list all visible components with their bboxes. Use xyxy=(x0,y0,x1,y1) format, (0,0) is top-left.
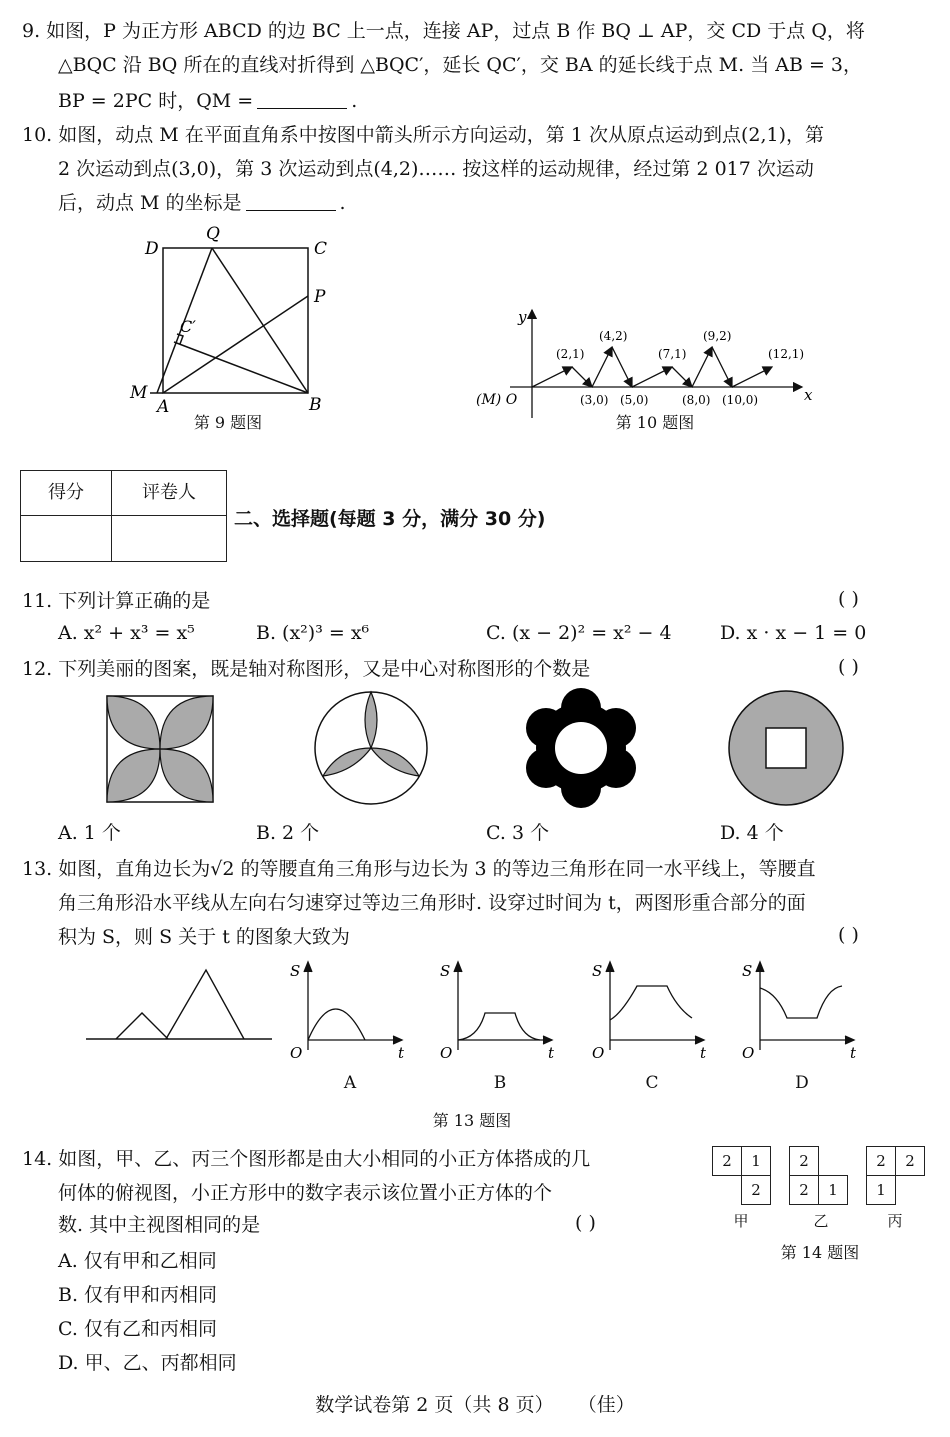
yi-cell: 2 xyxy=(789,1175,819,1205)
q13-line1: 13. 如图，直角边长为√2 的等腰直角三角形与边长为 3 的等边三角形在同一水平线上，等腰直 xyxy=(22,858,816,880)
pattern-3-flower xyxy=(521,688,641,808)
label-c-prime: C′ xyxy=(180,317,196,336)
point-8-0: (8,0) xyxy=(682,393,711,407)
segment-bq xyxy=(212,248,308,393)
q9-answer-blank[interactable] xyxy=(257,90,347,109)
jia-cell: 1 xyxy=(741,1146,771,1176)
figure-14-caption: 第 14 题图 xyxy=(780,1243,860,1262)
jia-cell: 2 xyxy=(741,1175,771,1205)
figure-10-caption: 第 10 题图 xyxy=(615,413,695,432)
q14-option-c[interactable]: C. 仅有乙和丙相同 xyxy=(58,1318,217,1340)
label-a: A xyxy=(157,397,170,417)
bing-cell: 1 xyxy=(866,1175,896,1205)
label-p: P xyxy=(314,287,326,307)
graph-c-o-label: O xyxy=(592,1044,605,1062)
q14-option-d[interactable]: D. 甲、乙、丙都相同 xyxy=(58,1352,237,1374)
q11-option-a[interactable]: A. x² + x³ = x⁵ xyxy=(58,622,195,644)
q12-option-a[interactable]: A. 1 个 xyxy=(58,822,121,844)
graph-a-o-label: O xyxy=(290,1044,303,1062)
section-2-title: 二、选择题(每题 3 分，满分 30 分) xyxy=(234,508,546,530)
q13-line2: 角三角形沿水平线从左向右匀速穿过等边三角形时. 设穿过时间为 t，两图形重合部分的面 xyxy=(58,892,806,914)
label-c: C xyxy=(314,239,328,259)
graph-b-t-label: t xyxy=(548,1044,555,1062)
segment-bcp xyxy=(174,342,308,393)
graph-c-t-label: t xyxy=(700,1044,707,1062)
figure-9 xyxy=(120,224,420,430)
q10-line3-end: . xyxy=(339,192,346,214)
graph-d-s-label: S xyxy=(742,962,753,980)
q10-line2: 2 次运动到点(3,0)，第 3 次运动到点(4,2)…… 按这样的运动规律，经过第 2 017 次运动 xyxy=(58,158,814,180)
path-seg-5 xyxy=(632,367,672,387)
point-12-1: (12,1) xyxy=(768,347,805,361)
q11-stem: 11. 下列计算正确的是 xyxy=(22,590,211,612)
graph-c xyxy=(592,958,712,1062)
graph-b xyxy=(440,958,560,1062)
figure-13-caption: 第 13 题图 xyxy=(432,1111,512,1130)
q9-line2: △BQC 沿 BQ 所在的直线对折得到 △BQC′，延长 QC′，交 BA 的延长线于点 M. 当 AB = 3， xyxy=(58,54,863,76)
axis-x-label: x xyxy=(804,386,813,404)
q11-answer-paren[interactable]: ( ) xyxy=(838,588,859,610)
path-seg-8 xyxy=(712,347,732,387)
grader-header: 评卷人 xyxy=(142,482,196,503)
score-input-cell[interactable] xyxy=(21,517,110,559)
yi-cell: 1 xyxy=(818,1175,848,1205)
graph-a xyxy=(290,958,410,1062)
label-m: M xyxy=(130,383,148,403)
q11-option-b[interactable]: B. (x²)³ = x⁶ xyxy=(256,622,370,644)
score-table xyxy=(20,470,227,562)
path-seg-2 xyxy=(572,367,592,387)
figure-9-caption: 第 9 题图 xyxy=(193,413,263,432)
q11-option-c[interactable]: C. (x − 2)² = x² − 4 xyxy=(486,622,672,644)
pattern-2-three-petal xyxy=(313,690,433,810)
graph-c-option[interactable]: C xyxy=(645,1073,659,1093)
q10-line1: 10. 如图，动点 M 在平面直角系中按图中箭头所示方向运动，第 1 次从原点运动到点(2,1)，第 xyxy=(22,124,825,146)
q14-option-a[interactable]: A. 仅有甲和乙相同 xyxy=(58,1250,217,1272)
path-seg-4 xyxy=(612,347,632,387)
point-2-1: (2,1) xyxy=(556,347,585,361)
page-footer: 数学试卷第 2 页（共 8 页） （佳） xyxy=(315,1394,635,1416)
q13-answer-paren[interactable]: ( ) xyxy=(838,924,859,946)
q10-line3-text: 后，动点 M 的坐标是 xyxy=(58,192,242,214)
graph-a-s-label: S xyxy=(290,962,301,980)
graph-d-option[interactable]: D xyxy=(795,1073,809,1093)
q14-option-b[interactable]: B. 仅有甲和丙相同 xyxy=(58,1284,218,1306)
q9-line3 xyxy=(58,88,357,114)
q14-line1: 14. 如图，甲、乙、丙三个图形都是由大小相同的小正方体搭成的几 xyxy=(22,1148,591,1170)
point-5-0: (5,0) xyxy=(620,393,649,407)
path-seg-7 xyxy=(692,347,712,387)
jia-label: 甲 xyxy=(733,1212,749,1230)
path-seg-1 xyxy=(532,367,572,387)
q9-line3-text: BP = 2PC 时，QM = xyxy=(58,90,254,112)
q12-option-b[interactable]: B. 2 个 xyxy=(256,822,320,844)
score-header: 得分 xyxy=(48,482,84,503)
yi-label: 乙 xyxy=(813,1212,829,1230)
q10-line3 xyxy=(58,190,346,216)
graph-c-s-label: S xyxy=(592,962,603,980)
origin-label: (M) O xyxy=(476,392,518,408)
graph-b-s-label: S xyxy=(440,962,451,980)
path-seg-9 xyxy=(732,367,772,387)
bing-label: 丙 xyxy=(887,1212,903,1230)
graph-a-t-label: t xyxy=(398,1044,405,1062)
q9-line1: 9. 如图，P 为正方形 ABCD 的边 BC 上一点，连接 AP，过点 B 作 BQ ⊥ AP，交 CD 于点 Q，将 xyxy=(22,20,865,42)
path-seg-6 xyxy=(672,367,692,387)
q14-answer-paren[interactable]: ( ) xyxy=(575,1212,596,1234)
q9-line3-end: . xyxy=(351,90,358,112)
bing-cell: 2 xyxy=(866,1146,896,1176)
yi-cell: 2 xyxy=(789,1146,819,1176)
q12-answer-paren[interactable]: ( ) xyxy=(838,656,859,678)
label-q: Q xyxy=(206,224,220,244)
pattern-4-coin xyxy=(728,690,848,810)
pattern-1-four-petal xyxy=(106,695,216,805)
q13-triangles-figure xyxy=(86,968,276,1058)
point-9-2: (9,2) xyxy=(703,329,732,343)
axis-y-label: y xyxy=(518,308,527,326)
graph-d xyxy=(742,958,862,1062)
point-3-0: (3,0) xyxy=(580,393,609,407)
graph-a-option[interactable]: A xyxy=(343,1073,357,1093)
bing-cell: 2 xyxy=(895,1146,925,1176)
label-d: D xyxy=(145,239,159,259)
q10-answer-blank[interactable] xyxy=(246,192,336,211)
segment-ap xyxy=(163,296,308,393)
jia-cell: 2 xyxy=(712,1146,742,1176)
q14-line3: 数. 其中主视图相同的是 xyxy=(58,1214,261,1236)
q12-option-c[interactable]: C. 3 个 xyxy=(486,822,550,844)
label-b: B xyxy=(309,395,322,415)
point-10-0: (10,0) xyxy=(722,393,759,407)
q13-line3: 积为 S，则 S 关于 t 的图象大致为 xyxy=(58,926,350,948)
graph-d-t-label: t xyxy=(850,1044,857,1062)
point-4-2: (4,2) xyxy=(599,329,628,343)
grader-input-cell[interactable] xyxy=(113,517,225,559)
q14-line2: 何体的俯视图，小正方形中的数字表示该位置小正方体的个 xyxy=(58,1182,553,1204)
point-7-1: (7,1) xyxy=(658,347,687,361)
graph-b-o-label: O xyxy=(440,1044,453,1062)
graph-d-o-label: O xyxy=(742,1044,755,1062)
path-seg-3 xyxy=(592,347,612,387)
q12-option-d[interactable]: D. 4 个 xyxy=(720,822,784,844)
q11-option-d[interactable]: D. x · x − 1 = 0 xyxy=(720,622,867,644)
graph-b-option[interactable]: B xyxy=(493,1073,507,1093)
q12-stem: 12. 下列美丽的图案，既是轴对称图形，又是中心对称图形的个数是 xyxy=(22,658,591,680)
